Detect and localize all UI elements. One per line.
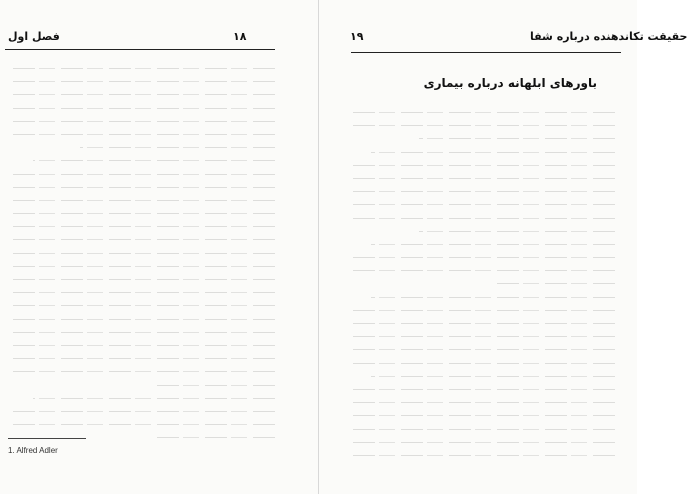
right-header-rule: [351, 52, 621, 53]
right-text-line: [350, 330, 615, 343]
right-text-line: [350, 383, 615, 396]
left-text-line: [12, 233, 275, 246]
right-page-header-title: حقیقت تکاندهنده درباره شفا: [530, 30, 687, 43]
left-text-line: [12, 88, 275, 101]
right-text-line: [350, 238, 615, 251]
left-text-line: [12, 102, 275, 115]
left-text-line: [12, 141, 275, 154]
left-text-line: [12, 247, 275, 260]
left-text-line: [12, 62, 275, 75]
right-text-line: [350, 264, 615, 277]
right-text-line: [350, 317, 615, 330]
left-text-line: [12, 352, 275, 365]
left-text-line: [12, 326, 275, 339]
right-page-body: [350, 106, 615, 464]
right-text-line: [350, 277, 615, 290]
left-text-line: [12, 168, 275, 181]
left-page-body: [12, 62, 275, 449]
right-text-line: [350, 436, 615, 449]
right-text-line: [350, 119, 615, 132]
right-text-line: [350, 304, 615, 317]
left-text-line: [12, 365, 275, 378]
left-text-line: [12, 220, 275, 233]
right-text-line: [350, 225, 615, 238]
right-text-line: [350, 159, 615, 172]
right-text-line: [350, 172, 615, 185]
left-header-rule: [5, 49, 275, 50]
left-text-line: [12, 75, 275, 88]
right-text-line: [350, 396, 615, 409]
left-text-line: [12, 154, 275, 167]
left-text-line: [12, 299, 275, 312]
right-text-line: [350, 212, 615, 225]
right-text-line: [350, 357, 615, 370]
left-text-line: [12, 286, 275, 299]
left-text-line: [12, 379, 275, 392]
left-text-line: [12, 313, 275, 326]
left-text-line: [12, 339, 275, 352]
right-text-line: [350, 198, 615, 211]
left-text-line: [12, 115, 275, 128]
right-text-line: [350, 251, 615, 264]
left-text-line: [12, 392, 275, 405]
left-text-line: [12, 405, 275, 418]
footnote: 1. Alfred Adler: [8, 446, 58, 455]
section-title: باورهای ابلهانه درباره بیماری: [423, 76, 597, 90]
right-text-line: [350, 449, 615, 462]
left-page: [0, 0, 318, 494]
right-text-line: [350, 291, 615, 304]
left-page-header-title: فصل اول: [8, 30, 60, 43]
left-text-line: [12, 207, 275, 220]
right-text-line: [350, 146, 615, 159]
right-page: [319, 0, 687, 494]
right-text-line: [350, 409, 615, 422]
footnote-rule: [8, 438, 86, 439]
left-text-line: [12, 181, 275, 194]
right-text-line: [350, 185, 615, 198]
right-text-line: [350, 343, 615, 356]
left-text-line: [12, 418, 275, 431]
right-text-line: [350, 106, 615, 119]
left-page-number: ۱۸: [233, 30, 247, 43]
right-page-number: ۱۹: [350, 30, 364, 43]
right-text-line: [350, 370, 615, 383]
left-text-line: [12, 194, 275, 207]
right-text-line: [350, 423, 615, 436]
right-text-line: [350, 132, 615, 145]
left-text-line: [12, 260, 275, 273]
left-text-line: [12, 128, 275, 141]
left-text-line: [12, 273, 275, 286]
